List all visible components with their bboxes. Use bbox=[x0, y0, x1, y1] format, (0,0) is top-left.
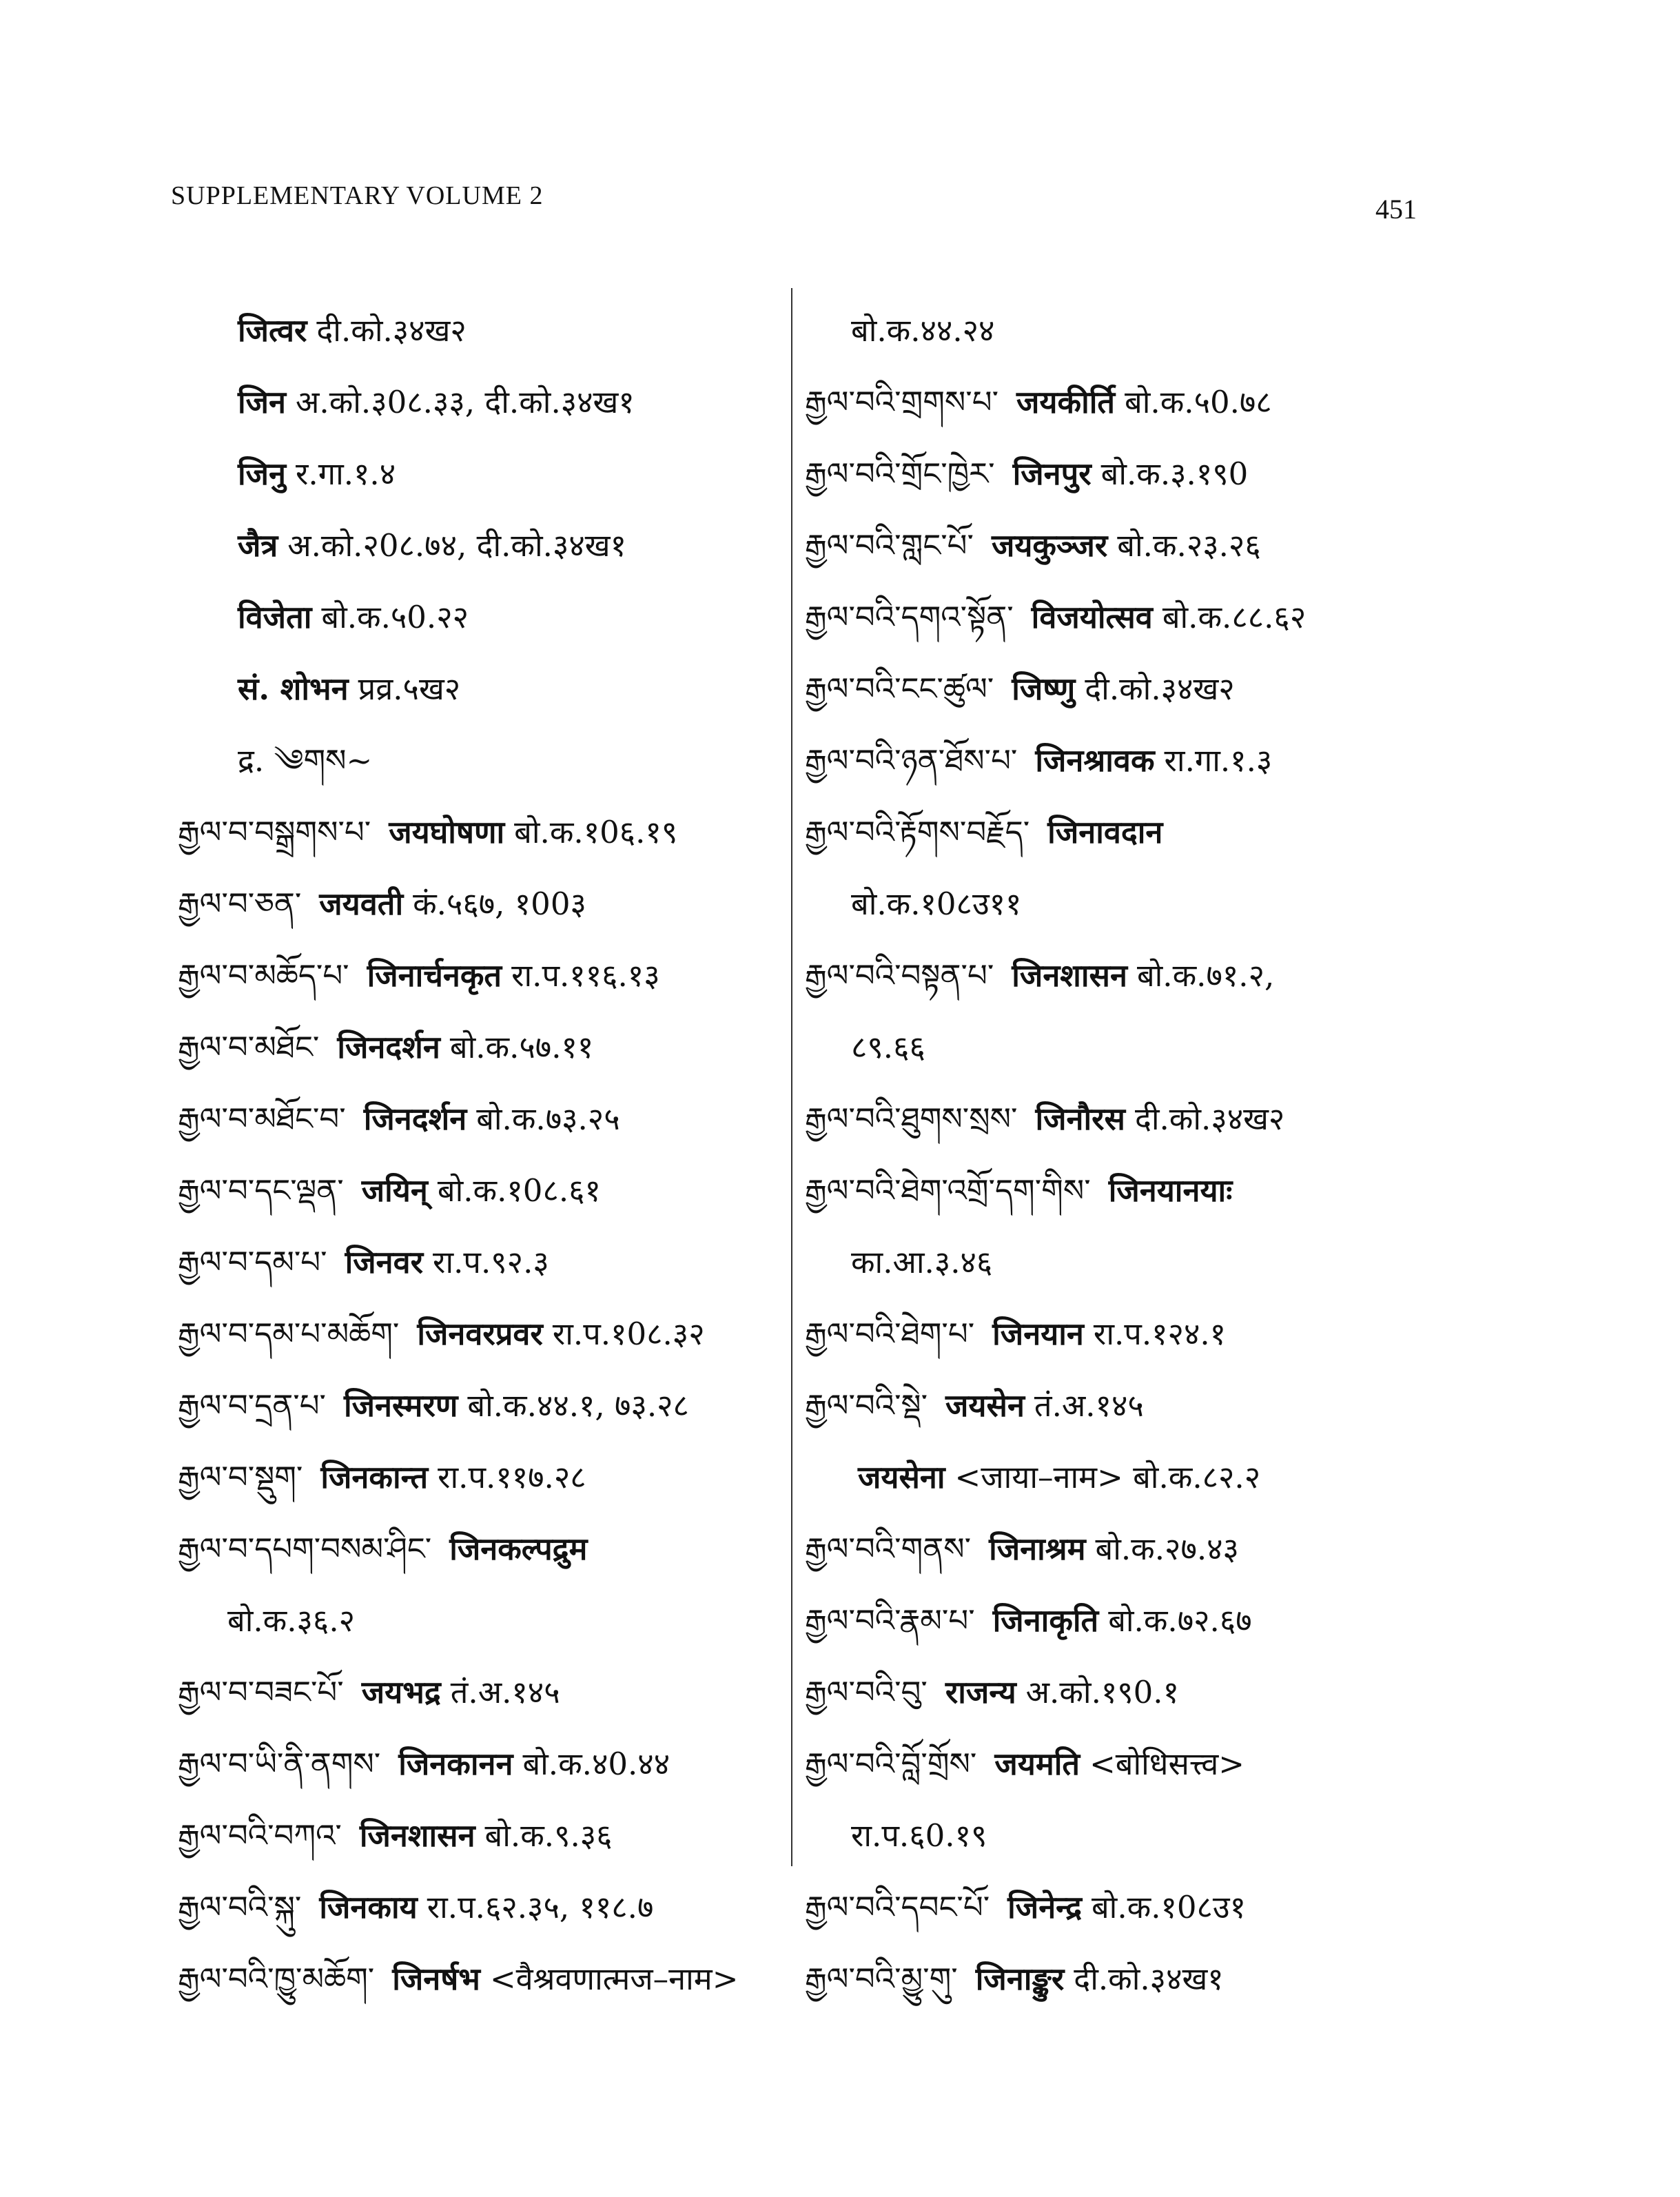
source-reference: र.गा.१.४ bbox=[296, 456, 396, 492]
source-reference: <बोधिसत्त्व> bbox=[1089, 1746, 1244, 1782]
tibetan-headword: རྒྱལ་བའི་དབང་པོ་ bbox=[805, 1889, 990, 1925]
source-reference: बो.क.२३.२६ bbox=[1117, 527, 1261, 564]
sanskrit-equivalent: जिनयान bbox=[992, 1316, 1084, 1352]
dictionary-entry bbox=[799, 295, 1680, 367]
right-column bbox=[799, 295, 1680, 2015]
sanskrit-equivalent: जैत्र bbox=[238, 527, 278, 564]
dictionary-entry bbox=[799, 367, 1680, 438]
source-reference: बो.क.३६.२ bbox=[227, 1602, 356, 1639]
dictionary-entry bbox=[0, 1728, 786, 1800]
dictionary-entry bbox=[799, 1513, 1680, 1585]
tibetan-headword: རྒྱལ་བ་མཐོང་ bbox=[178, 1029, 320, 1065]
dictionary-entry bbox=[0, 1800, 786, 1872]
dictionary-entry bbox=[0, 1513, 786, 1585]
sanskrit-equivalent: जयकुञ्जर bbox=[991, 527, 1108, 564]
source-reference: बो.क.१0८उ११ bbox=[851, 886, 1022, 922]
source-reference: रा.प.१२४.१ bbox=[1093, 1316, 1227, 1352]
dictionary-entry bbox=[0, 295, 786, 367]
source-reference: बो.क.७२.६७ bbox=[1108, 1602, 1252, 1639]
page-number: 451 bbox=[1375, 194, 1417, 225]
dictionary-entry bbox=[799, 725, 1680, 797]
left-column bbox=[0, 295, 786, 2015]
sanskrit-equivalent: जिनकान्त bbox=[320, 1459, 429, 1495]
source-reference: बो.क.२७.४३ bbox=[1095, 1531, 1239, 1567]
sanskrit-equivalent: जिनस्मरण bbox=[344, 1387, 458, 1424]
tibetan-headword: རྒྱལ་བའི་གླང་པོ་ bbox=[805, 527, 974, 564]
tibetan-headword: རྒྱལ་བའི་དགའ་སྟོན་ bbox=[805, 599, 1014, 635]
dictionary-entry bbox=[799, 1083, 1680, 1155]
source-reference: रा.प.९२.३ bbox=[433, 1244, 549, 1280]
dictionary-entry bbox=[0, 1442, 786, 1513]
dictionary-entry bbox=[0, 868, 786, 940]
source-reference: <वैश्रवणात्मज–नाम> bbox=[489, 1961, 739, 1997]
dictionary-entry bbox=[799, 1728, 1680, 1800]
sanskrit-equivalent: जिन bbox=[238, 384, 287, 420]
tibetan-headword: རྒྱལ་བའི་བློ་གྲོས་ bbox=[805, 1746, 977, 1782]
tibetan-headword: རྒྱལ་བ་མཆོད་པ་ bbox=[178, 957, 349, 994]
source-reference: बो.क.८८.६२ bbox=[1162, 599, 1307, 635]
dictionary-entry bbox=[799, 582, 1680, 653]
sanskrit-equivalent: जिनकानन bbox=[398, 1746, 513, 1782]
sanskrit-equivalent: जिनयानयाः bbox=[1108, 1172, 1233, 1209]
source-reference: रा.प.१0८.३२ bbox=[552, 1316, 705, 1352]
sanskrit-equivalent: जिनु bbox=[238, 456, 287, 492]
sanskrit-equivalent: जिनार्चनकृत bbox=[367, 957, 502, 994]
source-reference: बो.क.३.१९0 bbox=[1100, 456, 1249, 492]
dictionary-entry bbox=[799, 1155, 1680, 1227]
sanskrit-equivalent: जिनाकृति bbox=[992, 1602, 1099, 1639]
dictionary-entry bbox=[0, 1227, 786, 1298]
tibetan-headword: རྒྱལ་བ་མཐོང་བ་ bbox=[178, 1101, 346, 1137]
dictionary-entry bbox=[799, 1442, 1680, 1513]
dictionary-entry bbox=[0, 940, 786, 1012]
tibetan-headword: རྒྱལ་བའི་གྲོང་ཁྱེར་ bbox=[805, 456, 995, 492]
dictionary-entry bbox=[0, 797, 786, 868]
source-reference: का.आ.३.४६ bbox=[851, 1244, 993, 1280]
dictionary-entry bbox=[0, 1657, 786, 1728]
dictionary-entry bbox=[0, 1943, 786, 2015]
source-reference: रा.प.११७.२८ bbox=[438, 1459, 586, 1495]
dictionary-entry bbox=[0, 510, 786, 582]
dictionary-entry bbox=[799, 1585, 1680, 1657]
source-reference: अ.को.१९0.१ bbox=[1025, 1674, 1180, 1710]
tibetan-headword: རྒྱལ་བའི་ངང་ཚུལ་ bbox=[805, 671, 994, 707]
tibetan-headword: རྒྱལ་བའི་ཐུགས་སྲས་ bbox=[805, 1101, 1018, 1137]
dictionary-entry bbox=[0, 1298, 786, 1370]
dictionary-entry bbox=[799, 940, 1680, 1012]
tibetan-headword: རྒྱལ་བ་དང་ལྡན་ bbox=[178, 1172, 344, 1209]
dictionary-entry bbox=[799, 1227, 1680, 1298]
sanskrit-equivalent: जयघोषणा bbox=[389, 814, 505, 850]
tibetan-headword: རྒྱལ་བ་དྲན་པ་ bbox=[178, 1387, 327, 1424]
sanskrit-equivalent: जिनाश्रम bbox=[989, 1531, 1086, 1567]
sanskrit-equivalent: जिनदर्शन bbox=[363, 1101, 467, 1137]
sanskrit-equivalent: जयसेना bbox=[858, 1459, 945, 1495]
dictionary-entry bbox=[799, 797, 1680, 868]
source-reference: तं.अ.१४५ bbox=[1034, 1387, 1144, 1424]
source-reference: द्र. ༄གས~ bbox=[238, 742, 373, 779]
source-reference: बो.क.५0.२२ bbox=[321, 599, 469, 635]
sanskrit-equivalent: जयकीर्ति bbox=[1016, 384, 1116, 420]
dictionary-entry bbox=[0, 1155, 786, 1227]
tibetan-headword: རྒྱལ་བ་དམ་པ་མཆོག་ bbox=[178, 1316, 400, 1352]
source-reference: बो.क.४४.२४ bbox=[851, 312, 995, 349]
source-reference: दी.को.३४ख२ bbox=[1134, 1101, 1285, 1137]
sanskrit-equivalent: जिनकाय bbox=[319, 1889, 418, 1925]
sanskrit-equivalent: जिनशासन bbox=[1012, 957, 1127, 994]
source-reference: दी.को.३४ख२ bbox=[316, 312, 467, 349]
dictionary-entry bbox=[0, 1083, 786, 1155]
source-reference: दी.को.३४ख२ bbox=[1085, 671, 1235, 707]
dictionary-entry bbox=[0, 1012, 786, 1083]
dictionary-entry bbox=[799, 868, 1680, 940]
source-reference: बो.क.५0.७८ bbox=[1125, 384, 1272, 420]
tibetan-headword: རྒྱལ་བ་བཟང་པོ་ bbox=[178, 1674, 344, 1710]
tibetan-headword: རྒྱལ་བའི་རྣམ་པ་ bbox=[805, 1602, 975, 1639]
source-reference: बो.क.१0८उ१ bbox=[1091, 1889, 1246, 1925]
dictionary-entry bbox=[799, 510, 1680, 582]
sanskrit-equivalent: जिनश्रावक bbox=[1035, 742, 1155, 779]
sanskrit-equivalent: विजेता bbox=[238, 599, 312, 635]
sanskrit-equivalent: जिनावदान bbox=[1047, 814, 1163, 850]
dictionary-entry bbox=[0, 367, 786, 438]
sanskrit-equivalent: जयभद्र bbox=[361, 1674, 441, 1710]
tibetan-headword: རྒྱལ་བ་ཡི་ནི་ནགས་ bbox=[178, 1746, 381, 1782]
tibetan-headword: རྒྱལ་བའི་གནས་ bbox=[805, 1531, 972, 1567]
sanskrit-equivalent: जिनवरप्रवर bbox=[417, 1316, 543, 1352]
sanskrit-equivalent: जिनेन्द्र bbox=[1007, 1889, 1082, 1925]
tibetan-headword: རྒྱལ་བའི་བུ་ bbox=[805, 1674, 928, 1710]
dictionary-entry bbox=[799, 1298, 1680, 1370]
source-reference: बो.क.७१.२, bbox=[1136, 957, 1275, 994]
source-reference: बो.क.९.३६ bbox=[484, 1817, 613, 1854]
sanskrit-equivalent: जयिन् bbox=[361, 1172, 428, 1209]
tibetan-headword: རྒྱལ་བའི་མྱུ་གུ་ bbox=[805, 1961, 958, 1997]
dictionary-entry bbox=[0, 582, 786, 653]
sanskrit-equivalent: विजयोत्सव bbox=[1031, 599, 1153, 635]
sanskrit-equivalent: जिनशासन bbox=[359, 1817, 475, 1854]
sanskrit-equivalent: जित्वर bbox=[238, 312, 307, 349]
source-reference: बो.क.४0.४४ bbox=[522, 1746, 670, 1782]
sanskrit-equivalent: सं. शोभन bbox=[238, 671, 349, 707]
dictionary-entry bbox=[799, 1872, 1680, 1943]
tibetan-headword: རྒྱལ་བ་བསྒྲགས་པ་ bbox=[178, 814, 371, 850]
tibetan-headword: རྒྱལ་བ་དཔག་བསམ་ཤིང་ bbox=[178, 1531, 432, 1567]
source-reference: रा.प.११६.१३ bbox=[511, 957, 660, 994]
tibetan-headword: རྒྱལ་བའི་ཐེག་འགྲོ་དག་གིས་ bbox=[805, 1172, 1091, 1209]
source-reference: बो.क.५७.११ bbox=[449, 1029, 594, 1065]
dictionary-entry bbox=[799, 1012, 1680, 1083]
tibetan-headword: རྒྱལ་བ་དམ་པ་ bbox=[178, 1244, 327, 1280]
column-divider bbox=[791, 288, 792, 1866]
sanskrit-equivalent: जिनकल्पद्रुम bbox=[449, 1531, 588, 1567]
dictionary-entry bbox=[799, 1370, 1680, 1442]
sanskrit-equivalent: जयवती bbox=[319, 886, 404, 922]
sanskrit-equivalent: जिनाङ्कुर bbox=[975, 1961, 1065, 1997]
source-reference: रा.प.६0.१९ bbox=[851, 1817, 987, 1854]
sanskrit-equivalent: राजन्य bbox=[945, 1674, 1016, 1710]
sanskrit-equivalent: जयमति bbox=[994, 1746, 1080, 1782]
source-reference: बो.क.१0८.६१ bbox=[437, 1172, 601, 1209]
sanskrit-equivalent: जिनौरस bbox=[1035, 1101, 1125, 1137]
source-reference: अ.को.३0८.३३, दी.को.३४ख१ bbox=[296, 384, 635, 420]
source-reference: प्रव्र.५ख२ bbox=[358, 671, 461, 707]
source-reference: <जाया–नाम> बो.क.८२.२ bbox=[954, 1459, 1261, 1495]
tibetan-headword: རྒྱལ་བའི་ཁྱུ་མཆོག་ bbox=[178, 1961, 375, 1997]
source-reference: दी.को.३४ख१ bbox=[1074, 1961, 1224, 1997]
dictionary-entry bbox=[799, 438, 1680, 510]
tibetan-headword: རྒྱལ་བ་སྡུག་ bbox=[178, 1459, 303, 1495]
source-reference: कं.५६७, १00३ bbox=[413, 886, 586, 922]
source-reference: बो.क.१0६.१९ bbox=[514, 814, 678, 850]
tibetan-headword: རྒྱལ་བའི་གྲགས་པ་ bbox=[805, 384, 999, 420]
dictionary-entry bbox=[799, 653, 1680, 725]
dictionary-entry bbox=[799, 1800, 1680, 1872]
sanskrit-equivalent: जयसेन bbox=[945, 1387, 1025, 1424]
sanskrit-equivalent: जिनवर bbox=[345, 1244, 424, 1280]
dictionary-entry bbox=[0, 438, 786, 510]
source-reference: अ.को.२0८.७४, दी.को.३४ख१ bbox=[287, 527, 626, 564]
dictionary-entry bbox=[799, 1943, 1680, 2015]
tibetan-headword: རྒྱལ་བའི་ཉན་ཐོས་པ་ bbox=[805, 742, 1018, 779]
running-head: SUPPLEMENTARY VOLUME 2 bbox=[171, 181, 544, 210]
tibetan-headword: རྒྱལ་བ་ཅན་ bbox=[178, 886, 302, 922]
dictionary-entry bbox=[799, 1657, 1680, 1728]
dictionary-entry bbox=[0, 1370, 786, 1442]
source-reference: ८९.६६ bbox=[851, 1029, 925, 1065]
dictionary-entry bbox=[0, 1585, 786, 1657]
source-reference: बो.क.७३.२५ bbox=[476, 1101, 620, 1137]
tibetan-headword: རྒྱལ་བའི་བསྟན་པ་ bbox=[805, 957, 994, 994]
tibetan-headword: རྒྱལ་བའི་ཐེག་པ་ bbox=[805, 1316, 975, 1352]
tibetan-headword: རྒྱལ་བའི་སྡེ་ bbox=[805, 1387, 928, 1424]
tibetan-headword: རྒྱལ་བའི་བཀའ་ bbox=[178, 1817, 342, 1854]
sanskrit-equivalent: जिष्णु bbox=[1012, 671, 1076, 707]
sanskrit-equivalent: जिनदर्शन bbox=[337, 1029, 440, 1065]
source-reference: रा.प.६२.३५, ११८.७ bbox=[427, 1889, 654, 1925]
sanskrit-equivalent: जिनर्षभ bbox=[392, 1961, 480, 1997]
sanskrit-equivalent: जिनपुर bbox=[1012, 456, 1092, 492]
dictionary-entry bbox=[0, 1872, 786, 1943]
tibetan-headword: རྒྱལ་བའི་སྐུ་ bbox=[178, 1889, 302, 1925]
source-reference: तं.अ.१४५ bbox=[450, 1674, 560, 1710]
dictionary-entry bbox=[0, 653, 786, 725]
tibetan-headword: རྒྱལ་བའི་རྟོགས་བརྗོད་ bbox=[805, 814, 1030, 850]
dictionary-entry bbox=[0, 725, 786, 797]
source-reference: बो.क.४४.१, ७३.२८ bbox=[467, 1387, 689, 1424]
source-reference: रा.गा.१.३ bbox=[1164, 742, 1273, 779]
